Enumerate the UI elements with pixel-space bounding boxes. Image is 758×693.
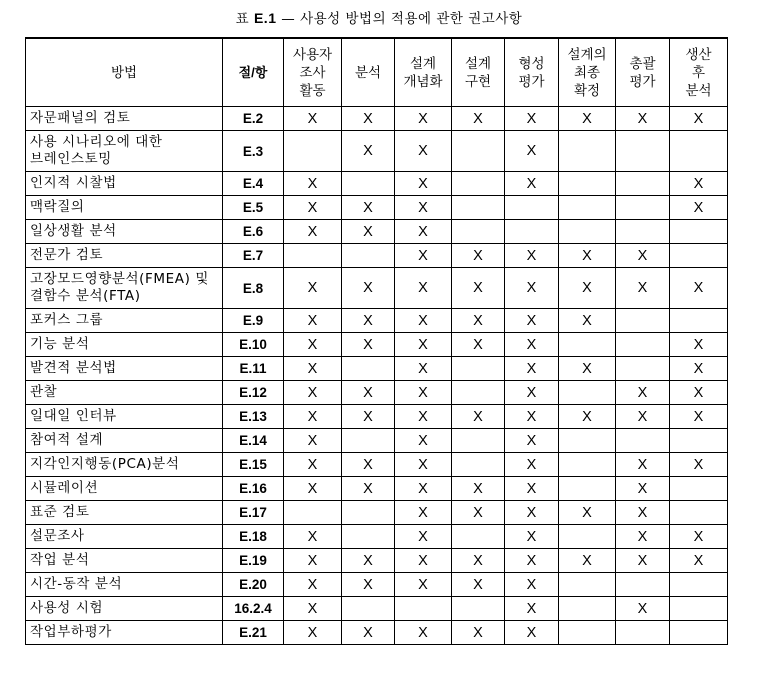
section-cell: E.3 <box>223 131 284 172</box>
stage-mark-cell <box>559 621 616 645</box>
header-stage-6 <box>559 38 616 107</box>
header-stage-line: 형성 <box>518 55 545 72</box>
stage-mark-cell <box>559 172 616 196</box>
table-row <box>26 244 728 268</box>
stage-mark-cell <box>559 429 616 453</box>
stage-mark-cell <box>559 573 616 597</box>
stage-mark-cell: X <box>284 597 342 621</box>
stage-mark-cell: X <box>395 453 452 477</box>
stage-mark-cell <box>670 244 728 268</box>
method-name-line: 일대일 인터뷰 <box>30 408 117 424</box>
stage-mark-cell <box>559 196 616 220</box>
stage-mark-cell: X <box>395 333 452 357</box>
method-cell <box>26 405 223 429</box>
caption-prefix: 표 <box>235 11 250 27</box>
stage-mark-cell <box>616 220 670 244</box>
table-row <box>26 333 728 357</box>
method-cell <box>26 244 223 268</box>
stage-mark-cell <box>452 597 505 621</box>
stage-mark-cell: X <box>284 107 342 131</box>
stage-mark-cell <box>284 501 342 525</box>
method-name-line: 참여적 설계 <box>30 432 104 448</box>
stage-mark-cell: X <box>616 244 670 268</box>
method-name-line: 전문가 검토 <box>30 247 104 263</box>
stage-mark-cell: X <box>670 549 728 573</box>
stage-mark-cell: X <box>452 549 505 573</box>
stage-mark-cell <box>559 453 616 477</box>
table-row <box>26 453 728 477</box>
header-stage-5 <box>505 38 559 107</box>
header-method: 방법 <box>26 38 223 107</box>
section-cell: E.18 <box>223 525 284 549</box>
section-cell: E.5 <box>223 196 284 220</box>
stage-mark-cell: X <box>452 621 505 645</box>
stage-mark-cell <box>616 172 670 196</box>
stage-mark-cell: X <box>616 549 670 573</box>
stage-mark-cell <box>616 621 670 645</box>
stage-mark-cell: X <box>395 429 452 453</box>
stage-mark-cell: X <box>342 220 395 244</box>
stage-mark-cell <box>452 381 505 405</box>
table-row <box>26 381 728 405</box>
stage-mark-cell: X <box>395 107 452 131</box>
header-stage-line: 조사 <box>299 64 326 81</box>
stage-mark-cell: X <box>395 405 452 429</box>
stage-mark-cell: X <box>505 621 559 645</box>
section-cell: E.13 <box>223 405 284 429</box>
table-row <box>26 220 728 244</box>
stage-mark-cell <box>559 597 616 621</box>
recommendation-table <box>25 37 728 645</box>
stage-mark-cell: X <box>395 309 452 333</box>
table-row <box>26 501 728 525</box>
section-cell: E.14 <box>223 429 284 453</box>
header-stage-line: 사용자 <box>292 46 333 63</box>
method-name-line: 발견적 분석법 <box>30 360 117 376</box>
header-stage-3 <box>395 38 452 107</box>
method-cell <box>26 549 223 573</box>
stage-mark-cell: X <box>284 573 342 597</box>
stage-mark-cell: X <box>342 333 395 357</box>
stage-mark-cell: X <box>342 309 395 333</box>
method-cell <box>26 501 223 525</box>
stage-mark-cell: X <box>395 525 452 549</box>
method-cell <box>26 107 223 131</box>
method-name-line: 인지적 시찰법 <box>30 175 117 191</box>
stage-mark-cell <box>616 309 670 333</box>
header-stage-line: 설계 <box>464 55 492 72</box>
method-cell <box>26 525 223 549</box>
section-cell: E.7 <box>223 244 284 268</box>
stage-mark-cell <box>616 357 670 381</box>
table-caption <box>0 7 758 27</box>
method-cell <box>26 453 223 477</box>
stage-mark-cell: X <box>505 501 559 525</box>
stage-mark-cell <box>342 244 395 268</box>
stage-mark-cell <box>559 333 616 357</box>
caption-text: — 사용성 방법의 적용에 관한 권고사항 <box>281 11 523 27</box>
table-body <box>26 107 728 645</box>
stage-mark-cell <box>342 172 395 196</box>
stage-mark-cell: X <box>342 405 395 429</box>
stage-mark-cell: X <box>452 501 505 525</box>
stage-mark-cell: X <box>670 381 728 405</box>
stage-mark-cell <box>559 220 616 244</box>
stage-mark-cell: X <box>452 107 505 131</box>
method-cell <box>26 357 223 381</box>
table-row <box>26 268 728 309</box>
header-stage-2 <box>342 38 395 107</box>
stage-mark-cell: X <box>505 573 559 597</box>
stage-mark-cell: X <box>559 549 616 573</box>
stage-mark-cell: X <box>284 405 342 429</box>
table-row <box>26 131 728 172</box>
stage-mark-cell <box>452 525 505 549</box>
stage-mark-cell: X <box>342 196 395 220</box>
header-stage-8 <box>670 38 728 107</box>
stage-mark-cell: X <box>452 244 505 268</box>
stage-mark-cell: X <box>342 453 395 477</box>
header-stage-line: 평가 <box>518 73 545 90</box>
stage-mark-cell <box>395 597 452 621</box>
header-stage-line: 평가 <box>629 73 656 90</box>
stage-mark-cell: X <box>395 268 452 309</box>
method-name-line: 결함수 분석(FTA) <box>30 288 141 304</box>
header-section: 절/항 <box>223 38 284 107</box>
stage-mark-cell: X <box>559 244 616 268</box>
stage-mark-cell: X <box>616 405 670 429</box>
table-row <box>26 525 728 549</box>
section-cell: E.12 <box>223 381 284 405</box>
stage-mark-cell: X <box>670 525 728 549</box>
stage-mark-cell: X <box>452 268 505 309</box>
stage-mark-cell: X <box>452 477 505 501</box>
header-stage-line: 후 <box>691 64 706 81</box>
header-stage-1 <box>284 38 342 107</box>
section-cell: E.19 <box>223 549 284 573</box>
table-row <box>26 429 728 453</box>
stage-mark-cell: X <box>616 107 670 131</box>
stage-mark-cell: X <box>670 405 728 429</box>
stage-mark-cell: X <box>505 429 559 453</box>
stage-mark-cell <box>342 357 395 381</box>
section-cell: E.17 <box>223 501 284 525</box>
method-name-line: 브레인스토밍 <box>30 151 112 167</box>
header-stage-line: 최종 <box>573 64 601 81</box>
table-row <box>26 196 728 220</box>
method-cell <box>26 381 223 405</box>
stage-mark-cell: X <box>284 268 342 309</box>
stage-mark-cell <box>616 429 670 453</box>
section-cell: E.20 <box>223 573 284 597</box>
stage-mark-cell: X <box>505 525 559 549</box>
stage-mark-cell: X <box>395 549 452 573</box>
stage-mark-cell <box>670 477 728 501</box>
stage-mark-cell: X <box>395 573 452 597</box>
stage-mark-cell: X <box>395 477 452 501</box>
stage-mark-cell <box>452 429 505 453</box>
stage-mark-cell: X <box>395 220 452 244</box>
section-cell: E.8 <box>223 268 284 309</box>
header-stage-line: 분석 <box>685 82 712 99</box>
stage-mark-cell <box>452 357 505 381</box>
stage-mark-cell: X <box>670 357 728 381</box>
stage-mark-cell: X <box>284 220 342 244</box>
stage-mark-cell: X <box>670 268 728 309</box>
stage-mark-cell: X <box>616 381 670 405</box>
header-stage-line: 활동 <box>299 82 326 99</box>
stage-mark-cell: X <box>505 549 559 573</box>
stage-mark-cell <box>670 501 728 525</box>
stage-mark-cell <box>670 131 728 172</box>
stage-mark-cell <box>616 196 670 220</box>
stage-mark-cell <box>452 131 505 172</box>
stage-mark-cell <box>616 333 670 357</box>
stage-mark-cell: X <box>452 405 505 429</box>
stage-mark-cell <box>559 525 616 549</box>
stage-mark-cell: X <box>284 549 342 573</box>
stage-mark-cell: X <box>505 107 559 131</box>
stage-mark-cell <box>342 525 395 549</box>
stage-mark-cell: X <box>284 172 342 196</box>
stage-mark-cell <box>616 573 670 597</box>
method-cell <box>26 573 223 597</box>
method-name-line: 관찰 <box>30 384 58 400</box>
section-cell: E.10 <box>223 333 284 357</box>
stage-mark-cell: X <box>395 172 452 196</box>
method-name-line: 지각인지행동(PCA)분석 <box>30 456 180 472</box>
stage-mark-cell <box>670 621 728 645</box>
stage-mark-cell: X <box>505 309 559 333</box>
stage-mark-cell: X <box>395 131 452 172</box>
method-name-line: 작업 분석 <box>30 552 90 568</box>
header-stage-4 <box>452 38 505 107</box>
method-cell <box>26 597 223 621</box>
method-name-line: 설문조사 <box>30 528 85 544</box>
stage-mark-cell: X <box>342 381 395 405</box>
stage-mark-cell <box>284 244 342 268</box>
stage-mark-cell: X <box>505 381 559 405</box>
stage-mark-cell: X <box>342 549 395 573</box>
stage-mark-cell <box>452 196 505 220</box>
table-row <box>26 573 728 597</box>
section-cell: E.6 <box>223 220 284 244</box>
method-name-line: 표준 검토 <box>30 504 90 520</box>
stage-mark-cell <box>670 597 728 621</box>
section-cell: E.4 <box>223 172 284 196</box>
stage-mark-cell: X <box>559 309 616 333</box>
stage-mark-cell: X <box>284 333 342 357</box>
table-row <box>26 172 728 196</box>
stage-mark-cell: X <box>670 453 728 477</box>
method-name-line: 맥락질의 <box>30 199 85 215</box>
stage-mark-cell: X <box>452 333 505 357</box>
method-name-line: 기능 분석 <box>30 336 90 352</box>
stage-mark-cell: X <box>284 453 342 477</box>
method-name-line: 시뮬레이션 <box>30 480 99 496</box>
stage-mark-cell: X <box>284 429 342 453</box>
stage-mark-cell: X <box>342 268 395 309</box>
stage-mark-cell: X <box>284 621 342 645</box>
section-cell: E.21 <box>223 621 284 645</box>
stage-mark-cell: X <box>452 573 505 597</box>
stage-mark-cell <box>505 220 559 244</box>
method-name-line: 작업부하평가 <box>30 624 112 640</box>
method-cell <box>26 131 223 172</box>
header-stage-line: 구현 <box>464 73 492 90</box>
section-cell: E.16 <box>223 477 284 501</box>
stage-mark-cell <box>559 381 616 405</box>
stage-mark-cell: X <box>616 525 670 549</box>
stage-mark-cell: X <box>395 381 452 405</box>
method-cell <box>26 621 223 645</box>
section-cell: E.2 <box>223 107 284 131</box>
stage-mark-cell: X <box>505 477 559 501</box>
stage-mark-cell: X <box>559 405 616 429</box>
table-row <box>26 597 728 621</box>
method-name-line: 일상생활 분석 <box>30 223 117 239</box>
stage-mark-cell: X <box>505 333 559 357</box>
stage-mark-cell: X <box>616 501 670 525</box>
stage-mark-cell <box>670 573 728 597</box>
stage-mark-cell: X <box>559 501 616 525</box>
method-cell <box>26 220 223 244</box>
stage-mark-cell: X <box>284 357 342 381</box>
stage-mark-cell: X <box>395 501 452 525</box>
stage-mark-cell: X <box>505 357 559 381</box>
stage-mark-cell <box>559 477 616 501</box>
header-stage-7 <box>616 38 670 107</box>
stage-mark-cell: X <box>284 525 342 549</box>
stage-mark-cell: X <box>284 381 342 405</box>
stage-mark-cell: X <box>284 477 342 501</box>
stage-mark-cell: X <box>670 172 728 196</box>
method-name-line: 자문패널의 검토 <box>30 110 131 126</box>
table-row <box>26 357 728 381</box>
caption-number: E.1 <box>253 10 277 26</box>
stage-mark-cell: X <box>342 107 395 131</box>
method-cell <box>26 429 223 453</box>
method-cell <box>26 172 223 196</box>
stage-mark-cell <box>452 220 505 244</box>
stage-mark-cell: X <box>284 309 342 333</box>
stage-mark-cell: X <box>395 196 452 220</box>
stage-mark-cell: X <box>342 131 395 172</box>
method-cell <box>26 196 223 220</box>
table-row <box>26 549 728 573</box>
stage-mark-cell: X <box>616 597 670 621</box>
stage-mark-cell <box>670 220 728 244</box>
stage-mark-cell: X <box>452 309 505 333</box>
table-row <box>26 621 728 645</box>
stage-mark-cell: X <box>505 597 559 621</box>
section-cell: E.11 <box>223 357 284 381</box>
table-row <box>26 405 728 429</box>
stage-mark-cell: X <box>616 477 670 501</box>
header-stage-line: 총괄 <box>629 55 656 72</box>
method-name-line: 사용성 시험 <box>30 600 104 616</box>
stage-mark-cell <box>452 172 505 196</box>
stage-mark-cell <box>342 429 395 453</box>
stage-mark-cell: X <box>505 131 559 172</box>
stage-mark-cell: X <box>505 172 559 196</box>
stage-mark-cell <box>670 429 728 453</box>
header-stage-line: 설계 <box>409 55 437 72</box>
stage-mark-cell: X <box>559 357 616 381</box>
stage-mark-cell <box>284 131 342 172</box>
stage-mark-cell: X <box>670 196 728 220</box>
header-stage-line: 분석 <box>354 64 382 81</box>
stage-mark-cell: X <box>342 477 395 501</box>
method-cell <box>26 333 223 357</box>
stage-mark-cell <box>670 309 728 333</box>
stage-mark-cell: X <box>505 453 559 477</box>
table-row <box>26 309 728 333</box>
stage-mark-cell: X <box>505 405 559 429</box>
stage-mark-cell: X <box>616 268 670 309</box>
section-cell: E.9 <box>223 309 284 333</box>
stage-mark-cell <box>505 196 559 220</box>
stage-mark-cell <box>616 131 670 172</box>
stage-mark-cell <box>342 501 395 525</box>
stage-mark-cell: X <box>342 621 395 645</box>
table-row <box>26 477 728 501</box>
method-cell <box>26 268 223 309</box>
stage-mark-cell: X <box>670 107 728 131</box>
header-stage-line: 설계의 <box>567 46 607 63</box>
section-cell: E.15 <box>223 453 284 477</box>
stage-mark-cell: X <box>395 244 452 268</box>
stage-mark-cell: X <box>505 268 559 309</box>
stage-mark-cell: X <box>559 107 616 131</box>
stage-mark-cell: X <box>616 453 670 477</box>
stage-mark-cell: X <box>395 621 452 645</box>
stage-mark-cell: X <box>505 244 559 268</box>
stage-mark-cell <box>452 453 505 477</box>
stage-mark-cell: X <box>559 268 616 309</box>
table-row <box>26 107 728 131</box>
method-cell <box>26 477 223 501</box>
method-name-line: 사용 시나리오에 대한 <box>30 134 163 150</box>
stage-mark-cell: X <box>284 196 342 220</box>
section-cell: 16.2.4 <box>223 597 284 621</box>
method-cell <box>26 309 223 333</box>
header-row <box>26 38 728 107</box>
stage-mark-cell: X <box>670 333 728 357</box>
header-stage-line: 생산 <box>685 46 712 63</box>
stage-mark-cell <box>342 597 395 621</box>
method-name-line: 포커스 그룹 <box>30 312 104 328</box>
stage-mark-cell: X <box>342 573 395 597</box>
header-stage-line: 확정 <box>573 82 601 99</box>
stage-mark-cell: X <box>395 357 452 381</box>
header-stage-line: 개념화 <box>403 73 443 90</box>
stage-mark-cell <box>559 131 616 172</box>
method-name-line: 고장모드영향분석(FMEA) 및 <box>30 271 209 287</box>
method-name-line: 시간-동작 분석 <box>30 576 123 592</box>
